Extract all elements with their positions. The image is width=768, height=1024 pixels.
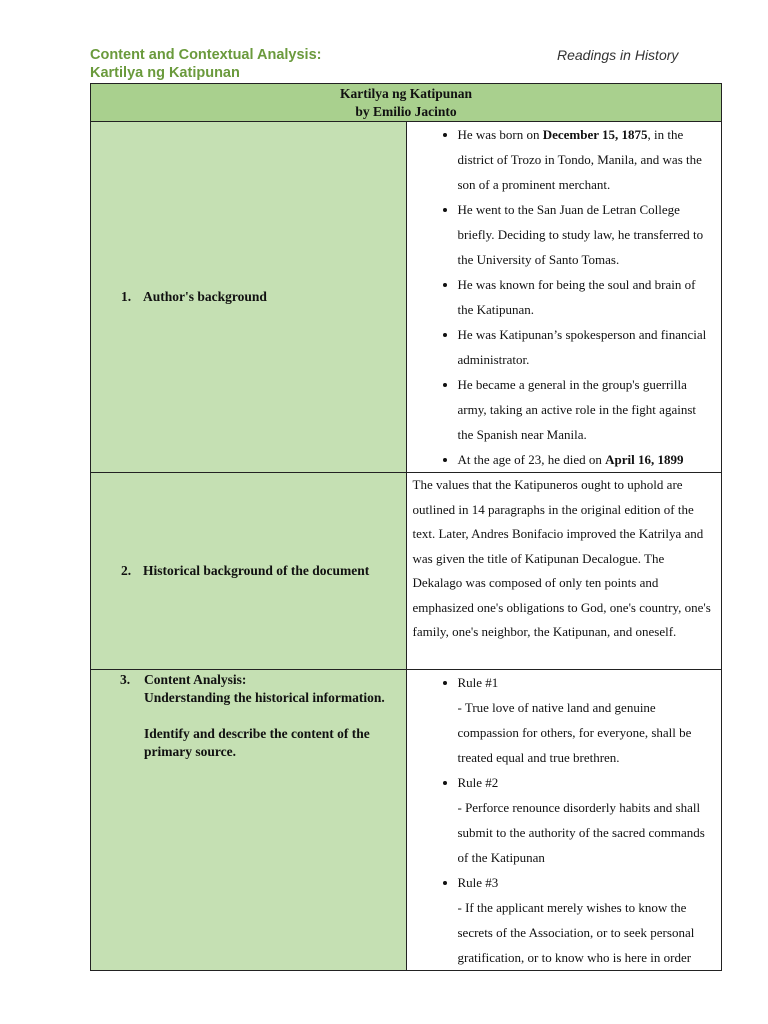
row-label-cell (91, 122, 407, 473)
heading-line-2: Kartilya ng Katipunan (90, 65, 240, 81)
list-item: • He was born on December 15, 1875, in the district of Trozo in Tondo, Manila, and was the son of a prominent merchant. (458, 122, 714, 197)
row-content-cell (406, 473, 722, 670)
row-number: 3. (120, 672, 131, 687)
table-title (91, 84, 722, 122)
row-label-cell (91, 473, 407, 670)
row-number: 1. (121, 289, 132, 304)
table-title-line-1: Kartilya ng Katipunan (339, 86, 473, 101)
heading-line-1: Content and Contextual Analysis: (90, 47, 322, 63)
table-title-line-2: by Emilio Jacinto (355, 104, 457, 119)
table-row (91, 670, 722, 971)
list-item: • At the age of 23, he died on April 16, 1899 (458, 447, 714, 472)
list-item: • He became a general in the group's guerrilla army, taking an active role in the fight against the Spanish near Manila. (458, 372, 714, 447)
list-item: • He was known for being the soul and brain of the Katipunan. (458, 272, 714, 322)
rule-title: Rule #3 (457, 875, 499, 890)
list-item (458, 670, 714, 770)
author-bullet-list (407, 122, 722, 472)
row-title: Content Analysis: (144, 672, 247, 687)
rules-list (407, 670, 722, 970)
table-title-row (91, 84, 722, 122)
list-item: • He went to the San Juan de Letran College briefly. Deciding to study law, he transferred to the University of Santo Tomas. (458, 197, 714, 272)
row-instruction: Identify and describe the content of the primary source. (144, 726, 370, 759)
row-title: Historical background of the document (143, 563, 370, 578)
rule-text: - True love of native land and genuine compassion for others, for everyone, shall be treated equal and true brethren. (457, 700, 692, 765)
row-content-cell (406, 122, 722, 473)
rule-title: Rule #2 (457, 775, 499, 790)
row-label (91, 122, 406, 472)
row-label (91, 473, 406, 669)
document-heading (90, 46, 321, 82)
course-title: Readings in History (557, 47, 679, 63)
historical-background-text: The values that the Katipuneros ought to uphold are outlined in 14 paragraphs in the original edition of the text. Later, Andres Bonifacio improved the Katrilya and was given the title of Katipunan Decalogue. The Dekalago was composed of only ten points and emphasized one's obligations to God, one's country, one's family, one's neighbor, the Katipunan, and oneself. (412, 477, 711, 639)
table-row (91, 473, 722, 670)
table-row (91, 122, 722, 473)
list-item (458, 870, 714, 970)
rule-title: Rule #1 (457, 675, 499, 690)
row-subtitle: Understanding the historical information. (144, 690, 385, 705)
rule-text: - Perforce renounce disorderly habits and shall submit to the authority of the sacred commands of the Katipunan (457, 800, 705, 865)
list-item (458, 770, 714, 870)
row-content-cell (406, 670, 722, 971)
row-label (91, 670, 406, 761)
analysis-table (90, 83, 722, 971)
row-title: Author's background (143, 289, 267, 304)
row-number: 2. (121, 563, 132, 578)
rule-text: - If the applicant merely wishes to know the secrets of the Association, or to seek personal gratification, or to know who is here in order (457, 900, 695, 965)
row-label-cell (91, 670, 407, 971)
list-item: • He was Katipunan’s spokesperson and financial administrator. (458, 322, 714, 372)
